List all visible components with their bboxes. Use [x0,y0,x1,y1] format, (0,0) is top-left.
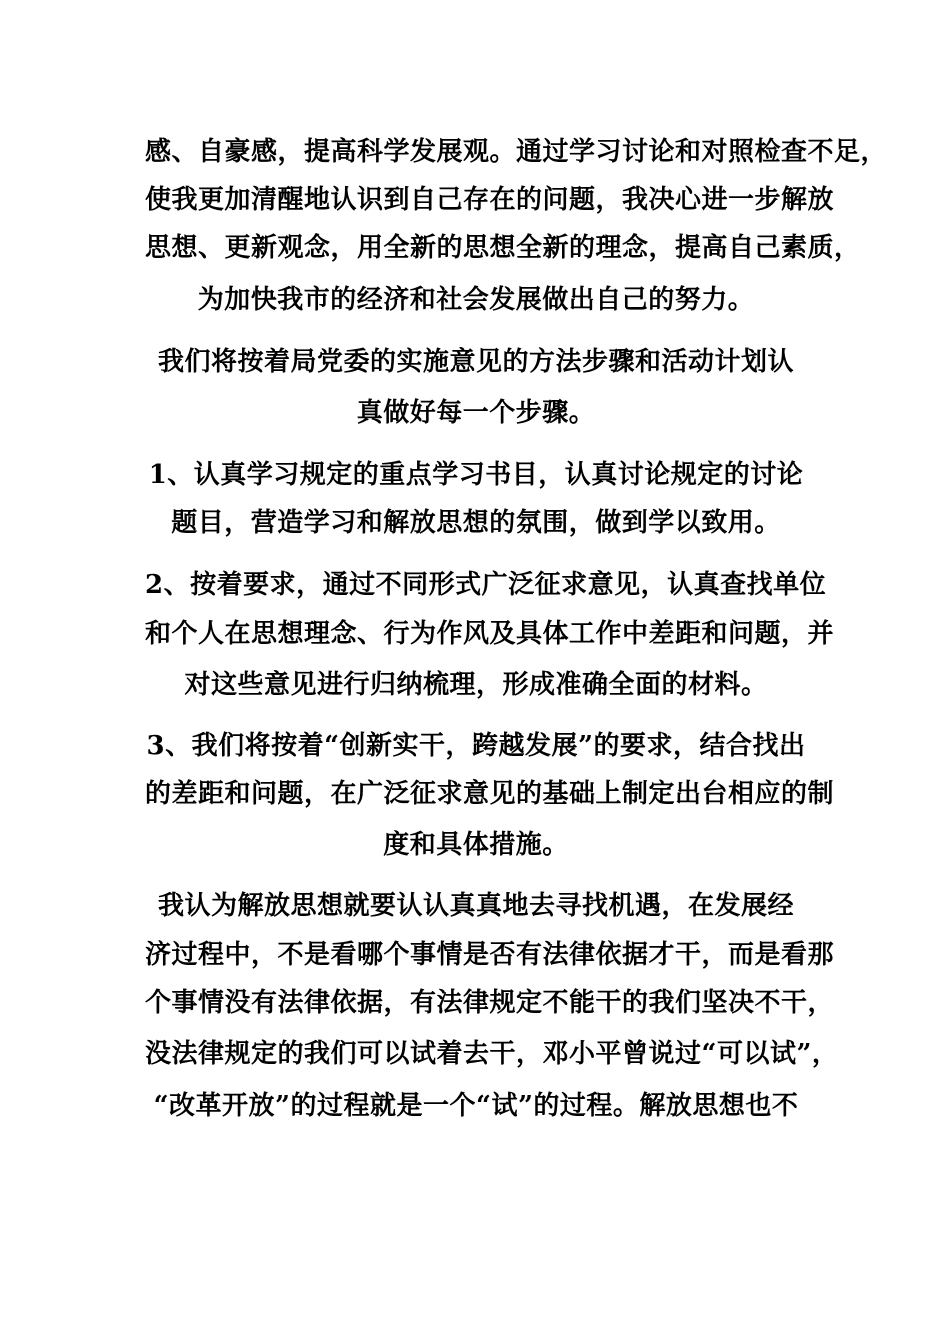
paragraph-6-line-2: 济过程中，不是看哪个事情是否有法律依据才干，而是看那 [145,940,835,970]
paragraph-2-line-1: 我们将按着局党委的实施意见的方法步骤和活动计划认 [157,347,794,377]
paragraph-4-line-1: 2、按着要求，通过不同形式广泛征求意见，认真查找单位 [145,570,827,600]
paragraph-5-line-3: 度和具体措施。 [383,830,569,860]
paragraph-6-line-4: 没法律规定的我们可以试着去干，邓小平曾说过“可以试”， [145,1039,839,1069]
paragraph-1-line-2: 使我更加清醒地认识到自己存在的问题，我决心进一步解放 [145,185,835,215]
paragraph-6-line-1: 我认为解放思想就要认认真真地去寻找机遇，在发展经 [157,891,794,921]
paragraph-1-line-1: 感、自豪感，提高科学发展观。通过学习讨论和对照检查不足， [145,137,888,167]
paragraph-4-line-3: 对这些意见进行归纳梳理，形成准确全面的材料。 [184,670,768,700]
paragraph-1-line-3: 思想、更新观念，用全新的思想全新的理念，提高自己素质， [145,233,861,263]
paragraph-3-line-1: 1、认真学习规定的重点学习书目，认真讨论规定的讨论 [148,460,804,490]
paragraph-5-line-1: 3、我们将按着“创新实干，跨越发展”的要求，结合找出 [146,731,806,761]
paragraph-6-line-5: “改革开放”的过程就是一个“试”的过程。解放思想也不 [153,1091,799,1121]
paragraph-5-line-2: 的差距和问题，在广泛征求意见的基础上制定出台相应的制 [145,779,835,809]
paragraph-1-line-4: 为加快我市的经济和社会发展做出自己的努力。 [197,285,755,315]
paragraph-4-line-2: 和个人在思想理念、行为作风及具体工作中差距和问题，并 [145,619,835,649]
paragraph-3-line-2: 题目，营造学习和解放思想的氛围，做到学以致用。 [171,508,781,538]
paragraph-2-line-2: 真做好每一个步骤。 [356,398,596,428]
paragraph-6-line-3: 个事情没有法律依据，有法律规定不能干的我们坚决不干， [145,988,835,1018]
